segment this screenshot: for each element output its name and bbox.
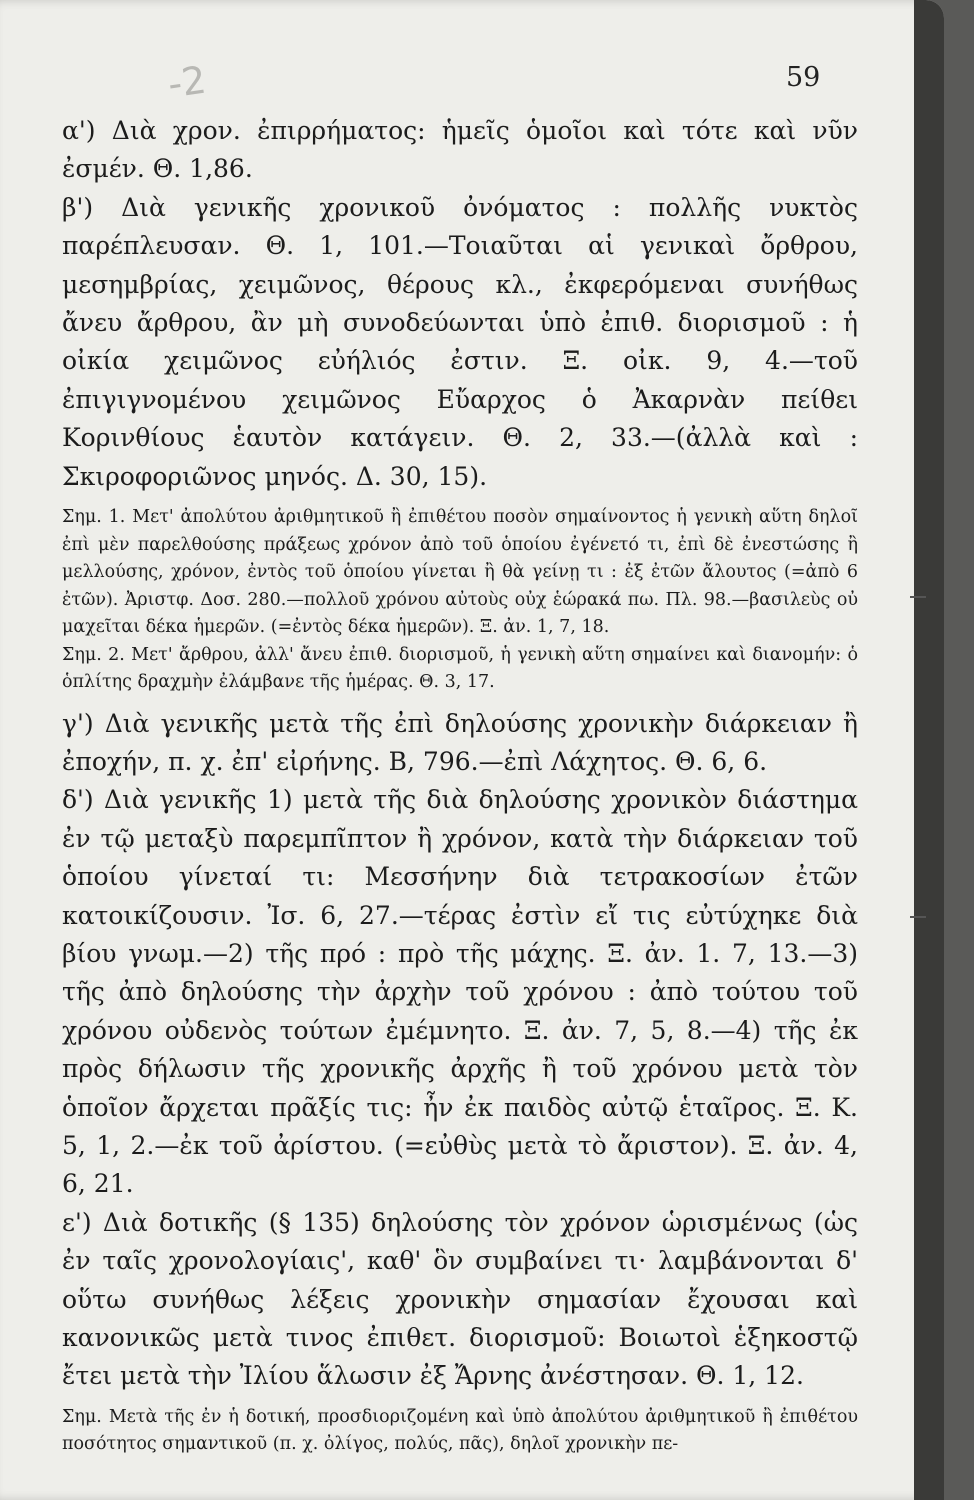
note-2: Σημ. 2. Μετ' ἄρθρου, ἀλλ' ἄνευ ἐπιθ. διορισμοῦ, ἡ γενικὴ αὕτη σημαίνει καὶ διανομήν: ὁ ὁπλίτης δραχμὴν ἐλάμβανε τῆς ἡμέρας. Θ. 3, 17.: [62, 644, 858, 693]
paragraph-alpha: α') Διὰ χρον. ἐπιρρήματος: ἡμεῖς ὁμοῖοι καὶ τότε καὶ νῦν ἐσμέν. Θ. 1,86.: [62, 116, 858, 184]
page-text: [62, 112, 858, 1459]
paragraph-beta: β') Διὰ γενικῆς χρονικοῦ ὀνόματος : πολλῆς νυκτὸς παρέπλευσαν. Θ. 1, 101.—Τοιαῦται αἱ γενικαὶ ὄρθρου, μεσημβρίας, χειμῶνος, θέρους κλ., ἐκφερόμεναι συνήθως ἄνευ ἄρθρου, ἂν μὴ συνοδεύωνται ὑπὸ ἐπιθ. διορισμοῦ : ἡ οἰκία χειμῶνος εὐήλιός ἐστιν. Ξ. οἰκ. 9, 4.—τοῦ ἐπιγιγνομένου χειμῶνος Εὔαρχος ὁ Ἀκαρνὰν πείθει Κορινθίους ἑαυτὸν κατάγειν. Θ. 2, 33.—(ἀλλὰ καὶ : Σκιροφοριῶνος μηνός. Δ. 30, 15).: [62, 192, 858, 491]
paragraph-gamma: γ') Διὰ γενικῆς μετὰ τῆς ἐπὶ δηλούσης χρονικὴν διάρκειαν ἢ ἐποχήν, π. χ. ἐπ' εἰρήνης. Β, 796.—ἐπὶ Λάχητος. Θ. 6, 6.: [62, 708, 858, 776]
paragraph-epsilon: ε') Διὰ δοτικῆς (§ 135) δηλούσης τὸν χρόνον ὡρισμένως (ὡς ἐν ταῖς χρονολογίαις', καθ' ὃν συμβαίνει τι· λαμβάνονται δ' οὕτω συνήθως λέξεις χρονικὴν σημασίαν ἔχουσαι καὶ κανονικῶς μετὰ τινος ἐπιθετ. διορισμοῦ: Βοιωτοὶ ἑξηκοστῷ ἔτει μετὰ τὴν Ἰλίου ἅλωσιν ἐξ Ἄρνης ἀνέστησαν. Θ. 1, 12.: [62, 1207, 858, 1391]
margin-mark: [910, 596, 926, 598]
page-edge-shadow: [914, 0, 944, 1500]
note-1: Σημ. 1. Μετ' ἀπολύτου ἀριθμητικοῦ ἢ ἐπιθέτου ποσὸν σημαίνοντος ἡ γενικὴ αὕτη δηλοῖ ἐπὶ μὲν παρελθούσης πράξεως χρόνον ἀπὸ τοῦ ὁποίου ἐγένετό τι, ἐπὶ δὲ ἐνεστώσης ἢ μελλούσης, χρόνον, ἐντὸς τοῦ ὁποίου γίνεται ἢ θὰ γείνῃ τι : ἐξ ἐτῶν ἄλουτος (=ἀπὸ 6 ἐτῶν). Ἀριστφ. Δοσ. 280.—πολλοῦ χρόνου αὐτοὺς οὐχ ἑώρακά πω. Πλ. 98.—βασιλεὺς οὐ μαχεῖται δέκα ἡμερῶν. (=ἐντὸς δέκα ἡμερῶν). Ξ. ἀν. 1, 7, 18.: [62, 507, 858, 638]
paragraph-delta: δ') Διὰ γενικῆς 1) μετὰ τῆς διὰ δηλούσης χρονικὸν διάστημα ἐν τῷ μεταξὺ παρεμπῖπτον ἢ χρόνον, κατὰ τὴν διάρκειαν τοῦ ὁποίου γίνεταί τι: Μεσσήνην διὰ τετρακοσίων ἐτῶν κατοικίζουσιν. Ἰσ. 6, 27.—τέρας ἐστὶν εἴ τις εὐτύχηκε διὰ βίου γνωμ.—2) τῆς πρό : πρὸ τῆς μάχης. Ξ. ἀν. 1. 7, 13.—3) τῆς ἀπὸ δηλούσης τὴν ἀρχὴν τοῦ χρόνου : ἀπὸ τούτου τοῦ χρόνου οὐδενὸς τούτων ἐμέμνητο. Ξ. ἀν. 7, 5, 8.—4) τῆς ἐκ πρὸς δήλωσιν τῆς χρονικῆς ἀρχῆς ἢ τοῦ χρόνου μετὰ τὸν ὁποῖον ἄρχεται πρᾶξίς τις: ἦν ἐκ παιδὸς αὐτῷ ἑταῖρος. Ξ. Κ. 5, 1, 2.—ἐκ τοῦ ἀρίστου. (=εὐθὺς μετὰ τὸ ἄριστον). Ξ. ἀν. 4, 6, 21.: [62, 785, 858, 1199]
note-final: Σημ. Μετὰ τῆς ἐν ἡ δοτική, προσδιοριζομένη καὶ ὑπὸ ἀπολύτου ἀριθμητικοῦ ἢ ἐπιθέτου ποσότητος σημαντικοῦ (π. χ. ὀλίγος, πολύς, πᾶς), δηλοῖ χρονικὴν πε-: [62, 1406, 858, 1455]
page-number: 59: [786, 62, 821, 93]
margin-mark: [910, 916, 926, 918]
pencil-mark: -2: [165, 57, 209, 107]
